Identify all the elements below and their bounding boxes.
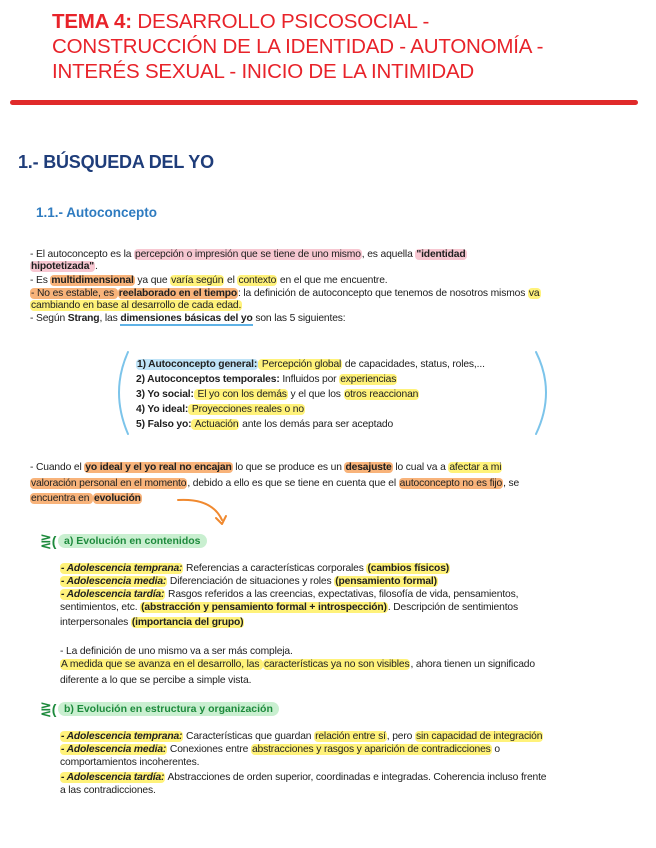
highlight: va bbox=[528, 288, 540, 299]
highlight: (importancia del grupo) bbox=[131, 617, 244, 628]
title-line-1-text: DESARROLLO PSICOSOCIAL - bbox=[131, 10, 430, 33]
highlight: encuentra en bbox=[31, 493, 93, 504]
curved-arrow-icon bbox=[178, 500, 222, 520]
structure-line-2 bbox=[60, 744, 500, 756]
contents-label: a) Evolución en contenidos bbox=[58, 534, 207, 548]
bullet-line-4 bbox=[30, 313, 346, 325]
stage-label: - Adolescencia temprana: bbox=[61, 563, 183, 574]
text: Conexiones entre bbox=[167, 744, 251, 755]
highlight: características ya no son visibles bbox=[264, 659, 410, 670]
arrow-head-icon bbox=[216, 516, 226, 524]
arrow-icon: ⋛( bbox=[40, 533, 57, 549]
text: lo que se produce es un bbox=[232, 462, 345, 473]
dimension-item-3 bbox=[136, 389, 419, 401]
text: - Cuando el bbox=[30, 462, 85, 473]
highlight: percepción o impresión que se tiene de uno mismo bbox=[135, 249, 361, 260]
text: son las 5 siguientes: bbox=[252, 313, 346, 324]
title-prefix: TEMA 4: bbox=[52, 10, 132, 33]
bullet-line-2 bbox=[30, 275, 388, 287]
dimension-item-2 bbox=[136, 374, 397, 386]
text: Rasgos referidos a las creencias, expectativas, filosofía de vida, pensamientos, bbox=[165, 589, 519, 600]
text: y el que los bbox=[287, 389, 344, 400]
highlight: desajuste bbox=[345, 462, 392, 473]
text: lo cual va a bbox=[392, 462, 449, 473]
text: interpersonales bbox=[60, 617, 131, 628]
bullet-line-1b bbox=[30, 261, 98, 273]
highlight: abstracciones y rasgos y aparición de contradicciones bbox=[251, 744, 491, 755]
highlight: sin capacidad de integración bbox=[415, 731, 543, 742]
highlight: A medida que se avanza en el desarrollo, las bbox=[61, 659, 263, 670]
page-title bbox=[52, 9, 632, 84]
highlight: (pensamiento formal) bbox=[335, 576, 437, 587]
structure-line-3 bbox=[60, 772, 546, 784]
dimension-label: 3) Yo social: bbox=[136, 389, 194, 400]
title-divider bbox=[10, 100, 638, 105]
left-bracket-icon bbox=[119, 352, 128, 434]
text: Referencias a características corporales bbox=[183, 563, 367, 574]
structure-line-2b: comportamientos incoherentes. bbox=[60, 757, 200, 768]
text: , es aquella bbox=[361, 249, 416, 260]
highlight: valoración personal en el momento bbox=[31, 478, 187, 489]
highlight: contexto bbox=[238, 275, 277, 286]
text: o bbox=[491, 744, 500, 755]
title-line-2: CONSTRUCCIÓN DE LA IDENTIDAD - AUTONOMÍA - bbox=[52, 35, 544, 58]
highlight: relación entre sí bbox=[315, 731, 386, 742]
section-heading: 1.- BÚSQUEDA DEL YO bbox=[18, 152, 214, 172]
text: Influidos por bbox=[279, 374, 340, 385]
highlight: Proyecciones reales o no bbox=[189, 404, 304, 415]
stage-label: - Adolescencia tardía: bbox=[61, 772, 165, 783]
highlight: "identidad bbox=[416, 249, 466, 260]
stage-label: - Adolescencia temprana: bbox=[61, 731, 183, 742]
text: Abstracciones de orden superior, coordinadas e integradas. Coherencia incluso frente bbox=[165, 772, 547, 783]
contents-line-2 bbox=[60, 576, 438, 588]
highlight: yo ideal y el yo real no encajan bbox=[85, 462, 232, 473]
bullet-line-1 bbox=[30, 249, 467, 261]
highlight: hipotetizada" bbox=[31, 261, 94, 272]
highlight: - No es estable, es bbox=[31, 288, 117, 299]
text: , pero bbox=[386, 731, 415, 742]
highlight: afectar a mi bbox=[449, 462, 502, 473]
paragraph-line-3 bbox=[30, 493, 142, 505]
text: ante los demás para ser aceptado bbox=[239, 419, 394, 430]
text: Diferenciación de situaciones y roles bbox=[167, 576, 335, 587]
dimension-item-4 bbox=[136, 404, 305, 416]
dimension-label: 5) Falso yo: bbox=[136, 419, 192, 430]
structure-line-3b: a las contradicciones. bbox=[60, 785, 156, 796]
contents-para-1: - La definición de uno mismo va a ser más compleja. bbox=[60, 646, 293, 657]
contents-line-1 bbox=[60, 563, 450, 575]
highlight: multidimensional bbox=[51, 275, 134, 286]
contents-line-3c bbox=[60, 617, 244, 629]
highlight: Actuación bbox=[192, 419, 239, 430]
highlight: varía según bbox=[171, 275, 224, 286]
title-line-1 bbox=[52, 9, 632, 34]
subsection-heading: 1.1.- Autoconcepto bbox=[36, 205, 158, 220]
bullet-line-3b bbox=[30, 300, 242, 312]
structure-label: b) Evolución en estructura y organización bbox=[58, 702, 279, 716]
text: Strang bbox=[67, 313, 100, 324]
text: sentimientos, etc. bbox=[60, 602, 141, 613]
contents-line-3 bbox=[60, 589, 518, 601]
text: ya que bbox=[134, 275, 171, 286]
text: . bbox=[95, 261, 98, 272]
highlight: autoconcepto no es fijo bbox=[399, 478, 503, 489]
stage-label: - Adolescencia media: bbox=[61, 744, 167, 755]
paragraph-line-2 bbox=[30, 478, 519, 490]
dimension-label: 4) Yo ideal: bbox=[136, 404, 189, 415]
highlight: (abstracción y pensamiento formal + introspección) bbox=[141, 602, 387, 613]
highlight: El yo con los demás bbox=[194, 389, 287, 400]
structure-line-1 bbox=[60, 731, 543, 743]
contents-para-3: diferente a lo que se percibe a simple vista. bbox=[60, 675, 252, 686]
contents-line-3b bbox=[60, 602, 518, 614]
dimension-label: 1) Autoconcepto general: bbox=[137, 359, 258, 370]
text: : la definición de autoconcepto que tenemos de nosotros mismos bbox=[238, 288, 528, 299]
text: el bbox=[224, 275, 238, 286]
highlight: evolución bbox=[94, 493, 141, 504]
text: , ahora tienen un significado bbox=[410, 659, 535, 670]
paragraph-line-1 bbox=[30, 462, 502, 474]
right-bracket-icon bbox=[536, 352, 546, 434]
bullet-line-3 bbox=[30, 288, 541, 300]
arrow-icon: ⋛( bbox=[40, 701, 57, 717]
highlight: experiencias bbox=[340, 374, 397, 385]
stage-label: - Adolescencia tardía: bbox=[61, 589, 165, 600]
dimension-label: 2) Autoconceptos temporales: bbox=[136, 374, 280, 385]
text: de capacidades, status, roles,... bbox=[342, 359, 485, 370]
highlight: Percepción global bbox=[259, 359, 342, 370]
highlight: cambiando en base al desarrollo de cada edad. bbox=[31, 300, 242, 311]
highlight: (cambios físicos) bbox=[367, 563, 450, 574]
text: . Descripción de sentimientos bbox=[387, 602, 518, 613]
stage-label: - Adolescencia media: bbox=[61, 576, 167, 587]
underlined-text: dimensiones básicas del yo bbox=[120, 313, 253, 324]
highlight: otros reaccionan bbox=[344, 389, 419, 400]
contents-para-2 bbox=[60, 659, 535, 671]
dimension-item-5 bbox=[136, 419, 393, 431]
text: , las bbox=[99, 313, 121, 324]
text: , se bbox=[503, 478, 520, 489]
title-line-3: INTERÉS SEXUAL - INICIO DE LA INTIMIDAD bbox=[52, 60, 475, 83]
dimension-item-1 bbox=[136, 359, 485, 371]
text: , debido a ello es que se tiene en cuenta que el bbox=[187, 478, 399, 489]
text: - Es bbox=[30, 275, 51, 286]
text: Características que guardan bbox=[183, 731, 315, 742]
text: - Según bbox=[30, 313, 68, 324]
highlight: reelaborado en el tiempo bbox=[118, 288, 237, 299]
text: - El autoconcepto es la bbox=[30, 249, 135, 260]
text: en el que me encuentre. bbox=[277, 275, 388, 286]
